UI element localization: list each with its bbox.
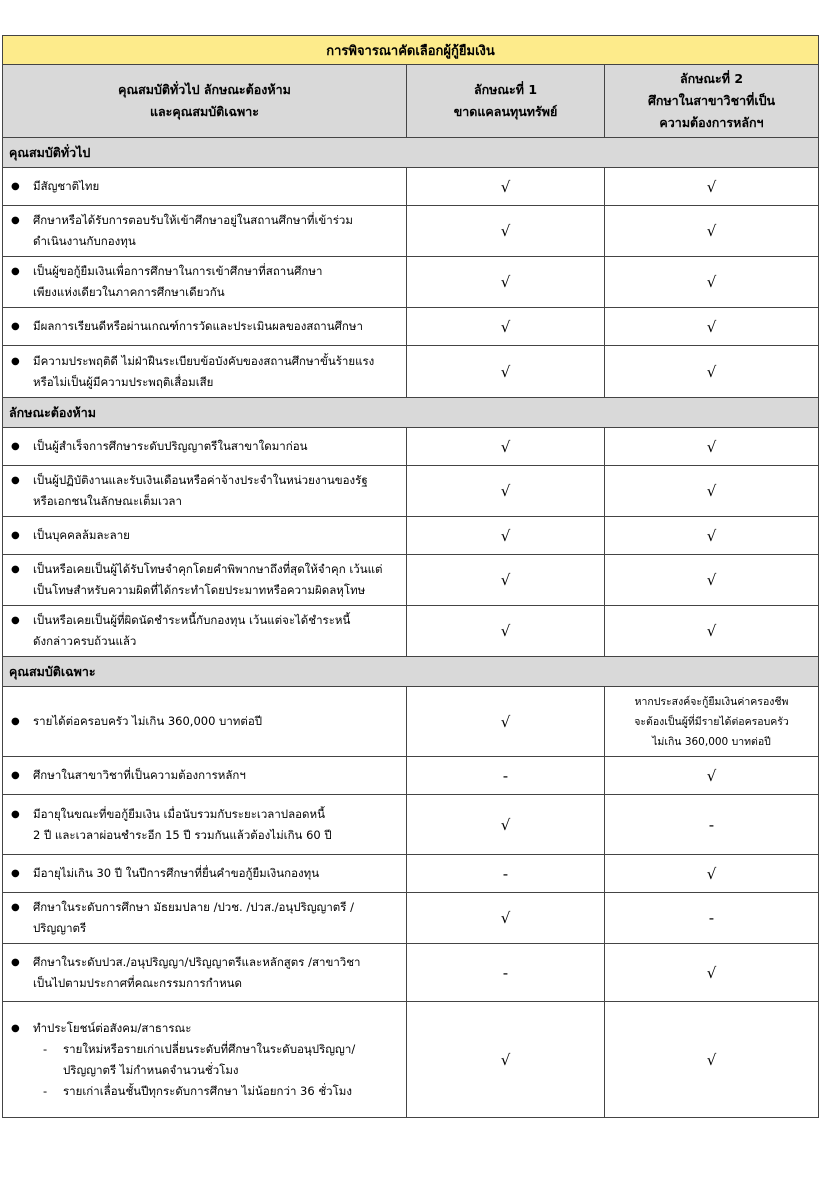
- criteria-cell: [3, 687, 407, 757]
- header-type-2-line: ลักษณะที่ 2: [679, 71, 744, 86]
- note-text: จะต้องเป็นผู้ที่มีรายได้ต่อครอบครัว: [634, 715, 789, 728]
- criteria-text: เป็นหรือเคยเป็นผู้ที่ผิดนัดชำระหนี้กับกองทุน เว้นแต่จะได้ชำระหนี้: [33, 613, 351, 627]
- table-row: [3, 466, 819, 517]
- table-row: [3, 428, 819, 466]
- criteria-text: หรือไม่เป็นผู้มีความประพฤติเสื่อมเสีย: [33, 374, 214, 389]
- criteria-cell: [3, 757, 407, 795]
- type-1-mark: √: [407, 893, 605, 944]
- criteria-cell: [3, 893, 407, 944]
- header-type-1-line: ลักษณะที่ 1: [473, 82, 538, 97]
- type-1-mark: -: [407, 757, 605, 795]
- header-type-1-line: ขาดแคลนทุนทรัพย์: [453, 104, 558, 119]
- bullet-icon: ●: [11, 321, 20, 332]
- criteria-cell: [3, 308, 407, 346]
- criteria-cell: [3, 1002, 407, 1118]
- type-2-mark: √: [605, 466, 819, 517]
- criteria-text: เป็นผู้ปฏิบัติงานและรับเงินเดือนหรือค่าจ้างประจำในหน่วยงานของรัฐ: [33, 473, 368, 487]
- table-row: [3, 795, 819, 855]
- table-title: การพิจารณาคัดเลือกผู้กู้ยืมเงิน: [3, 36, 819, 65]
- type-2-mark: √: [605, 944, 819, 1002]
- criteria-text: เป็นหรือเคยเป็นผู้ได้รับโทษจำคุกโดยคำพิพากษาถึงที่สุดให้จำคุก เว้นแต่: [33, 562, 383, 576]
- type-1-mark: -: [407, 944, 605, 1002]
- criteria-text: มีอายุในขณะที่ขอกู้ยืมเงิน เมื่อนับรวมกับระยะเวลาปลอดหนี้: [33, 806, 325, 821]
- criteria-text: เป็นผู้ขอกู้ยืมเงินเพื่อการศึกษาในการเข้าศึกษาที่สถานศึกษา: [33, 264, 323, 278]
- criteria-text: ปริญญาตรี: [33, 921, 87, 935]
- criteria-text: มีสัญชาติไทย: [33, 179, 100, 193]
- criteria-text: เป็นผู้สำเร็จการศึกษาระดับปริญญาตรีในสาขาใดมาก่อน: [33, 439, 308, 453]
- criteria-text: ดังกล่าวครบถ้วนแล้ว: [33, 634, 137, 648]
- bullet-icon: ●: [11, 902, 20, 913]
- type-2-mark: √: [605, 757, 819, 795]
- title-row: [3, 36, 819, 65]
- bullet-icon: ●: [11, 181, 20, 192]
- sub-item: [33, 1039, 355, 1081]
- type-2-mark: √: [605, 1002, 819, 1118]
- type-1-mark: √: [407, 308, 605, 346]
- section-title: คุณสมบัติทั่วไป: [3, 138, 819, 168]
- type-1-mark: √: [407, 206, 605, 257]
- criteria-text: ศึกษาในระดับปวส./อนุปริญญา/ปริญญาตรีและหลักสูตร /สาขาวิชา: [33, 954, 361, 969]
- sub-item-text: รายใหม่หรือรายเก่าเปลี่ยนระดับที่ศึกษาในระดับอนุปริญญา/: [63, 1041, 356, 1056]
- type-1-mark: √: [407, 466, 605, 517]
- type-1-mark: √: [407, 687, 605, 757]
- type-2-mark: √: [605, 206, 819, 257]
- section-row-general: [3, 138, 819, 168]
- criteria-cell: [3, 257, 407, 308]
- type-2-mark: -: [605, 795, 819, 855]
- table-row: [3, 606, 819, 657]
- header-type-1: [407, 65, 605, 138]
- criteria-cell: [3, 855, 407, 893]
- criteria-text: ดำเนินงานกับกองทุน: [33, 234, 136, 248]
- criteria-cell: [3, 466, 407, 517]
- sub-item-text: ปริญญาตรี ไม่กำหนดจำนวนชั่วโมง: [63, 1062, 239, 1077]
- type-1-mark: √: [407, 168, 605, 206]
- bullet-icon: ●: [11, 355, 20, 367]
- table-row: [3, 206, 819, 257]
- criteria-text: 2 ปี และเวลาผ่อนชำระอีก 15 ปี รวมกันแล้วต้องไม่เกิน 60 ปี: [33, 827, 332, 842]
- loan-selection-table: [2, 35, 819, 1118]
- table-row: [3, 555, 819, 606]
- bullet-icon: ●: [11, 564, 20, 575]
- table-row: [3, 308, 819, 346]
- table-row: [3, 168, 819, 206]
- type-2-mark: √: [605, 555, 819, 606]
- header-criteria-line: และคุณสมบัติเฉพาะ: [149, 104, 260, 119]
- criteria-cell: [3, 168, 407, 206]
- table-row: [3, 944, 819, 1002]
- table-row: [3, 346, 819, 398]
- criteria-text: ทำประโยชน์ต่อสังคม/สาธารณะ: [33, 1020, 192, 1035]
- criteria-text: ศึกษาในสาขาวิชาที่เป็นความต้องการหลักฯ: [33, 768, 246, 782]
- type-1-mark: √: [407, 517, 605, 555]
- criteria-cell: [3, 606, 407, 657]
- table-row: [3, 517, 819, 555]
- criteria-text: เป็นบุคคลล้มละลาย: [33, 528, 130, 542]
- sub-item-text: รายเก่าเลื่อนชั้นปีทุกระดับการศึกษา ไม่น้อยกว่า 36 ชั่วโมง: [63, 1083, 352, 1098]
- bullet-icon: ●: [11, 770, 20, 781]
- header-type-2: [605, 65, 819, 138]
- section-row-specific: [3, 657, 819, 687]
- type-1-mark: √: [407, 555, 605, 606]
- type-2-mark: √: [605, 606, 819, 657]
- criteria-cell: [3, 944, 407, 1002]
- bullet-icon: ●: [11, 808, 20, 820]
- type-1-mark: √: [407, 257, 605, 308]
- type-2-mark: √: [605, 855, 819, 893]
- type-2-mark: √: [605, 308, 819, 346]
- criteria-text: หรือเอกชนในลักษณะเต็มเวลา: [33, 494, 182, 508]
- type-2-mark: -: [605, 893, 819, 944]
- table-row: [3, 257, 819, 308]
- header-row: [3, 65, 819, 138]
- type-1-mark: √: [407, 428, 605, 466]
- section-title: คุณสมบัติเฉพาะ: [3, 657, 819, 687]
- type-2-note: [605, 687, 819, 757]
- bullet-icon: ●: [11, 868, 20, 879]
- table-row: [3, 687, 819, 757]
- type-2-mark: √: [605, 517, 819, 555]
- type-2-mark: √: [605, 428, 819, 466]
- criteria-text: เพียงแห่งเดียวในภาคการศึกษาเดียวกัน: [33, 285, 225, 299]
- criteria-text: มีความประพฤติดี ไม่ฝ่าฝืนระเบียบข้อบังคับของสถานศึกษาขั้นร้ายแรง: [33, 353, 375, 368]
- table-row: [3, 1002, 819, 1118]
- criteria-text: เป็นไปตามประกาศที่คณะกรรมการกำหนด: [33, 975, 242, 990]
- type-1-mark: √: [407, 346, 605, 398]
- bullet-icon: ●: [11, 266, 20, 277]
- criteria-text: มีอายุไม่เกิน 30 ปี ในปีการศึกษาที่ยื่นคำขอกู้ยืมเงินกองทุน: [33, 866, 320, 880]
- type-2-mark: √: [605, 168, 819, 206]
- bullet-icon: ●: [11, 716, 20, 727]
- type-1-mark: √: [407, 1002, 605, 1118]
- table-row: [3, 893, 819, 944]
- section-row-prohibited: [3, 398, 819, 428]
- criteria-text: รายได้ต่อครอบครัว ไม่เกิน 360,000 บาทต่อปี: [33, 714, 263, 728]
- criteria-cell: [3, 555, 407, 606]
- header-type-2-line: ศึกษาในสาขาวิชาที่เป็น: [647, 93, 776, 108]
- type-2-mark: √: [605, 346, 819, 398]
- bullet-icon: ●: [11, 1022, 20, 1034]
- criteria-cell: [3, 346, 407, 398]
- criteria-text: ศึกษาในระดับการศึกษา มัธยมปลาย /ปวช. /ปวส./อนุปริญญาตรี /: [33, 900, 354, 914]
- criteria-text: มีผลการเรียนดีหรือผ่านเกณฑ์การวัดและประเมินผลของสถานศึกษา: [33, 319, 363, 333]
- bullet-icon: ●: [11, 956, 20, 968]
- header-criteria: [3, 65, 407, 138]
- bullet-icon: ●: [11, 215, 20, 226]
- bullet-icon: ●: [11, 441, 20, 452]
- header-type-2-line: ความต้องการหลักฯ: [659, 115, 764, 130]
- criteria-cell: [3, 428, 407, 466]
- type-1-mark: √: [407, 606, 605, 657]
- section-title: ลักษณะต้องห้าม: [3, 398, 819, 428]
- header-criteria-line: คุณสมบัติทั่วไป ลักษณะต้องห้าม: [118, 82, 291, 97]
- type-1-mark: √: [407, 795, 605, 855]
- table-row: [3, 855, 819, 893]
- note-text: ไม่เกิน 360,000 บาทต่อปี: [652, 735, 771, 748]
- criteria-text: เป็นโทษสำหรับความผิดที่ได้กระทำโดยประมาทหรือความผิดลหุโทษ: [33, 583, 366, 597]
- table-row: [3, 757, 819, 795]
- type-1-mark: -: [407, 855, 605, 893]
- type-2-mark: √: [605, 257, 819, 308]
- bullet-icon: ●: [11, 530, 20, 541]
- criteria-cell: [3, 517, 407, 555]
- sub-item: [33, 1081, 355, 1102]
- criteria-cell: [3, 206, 407, 257]
- dash-icon: -: [43, 1083, 48, 1098]
- dash-icon: -: [43, 1041, 48, 1056]
- bullet-icon: ●: [11, 475, 20, 486]
- criteria-text: ศึกษาหรือได้รับการตอบรับให้เข้าศึกษาอยู่ในสถานศึกษาที่เข้าร่วม: [33, 213, 353, 227]
- note-text: หากประสงค์จะกู้ยืมเงินค่าครองชีพ: [634, 695, 789, 708]
- bullet-icon: ●: [11, 615, 20, 626]
- criteria-cell: [3, 795, 407, 855]
